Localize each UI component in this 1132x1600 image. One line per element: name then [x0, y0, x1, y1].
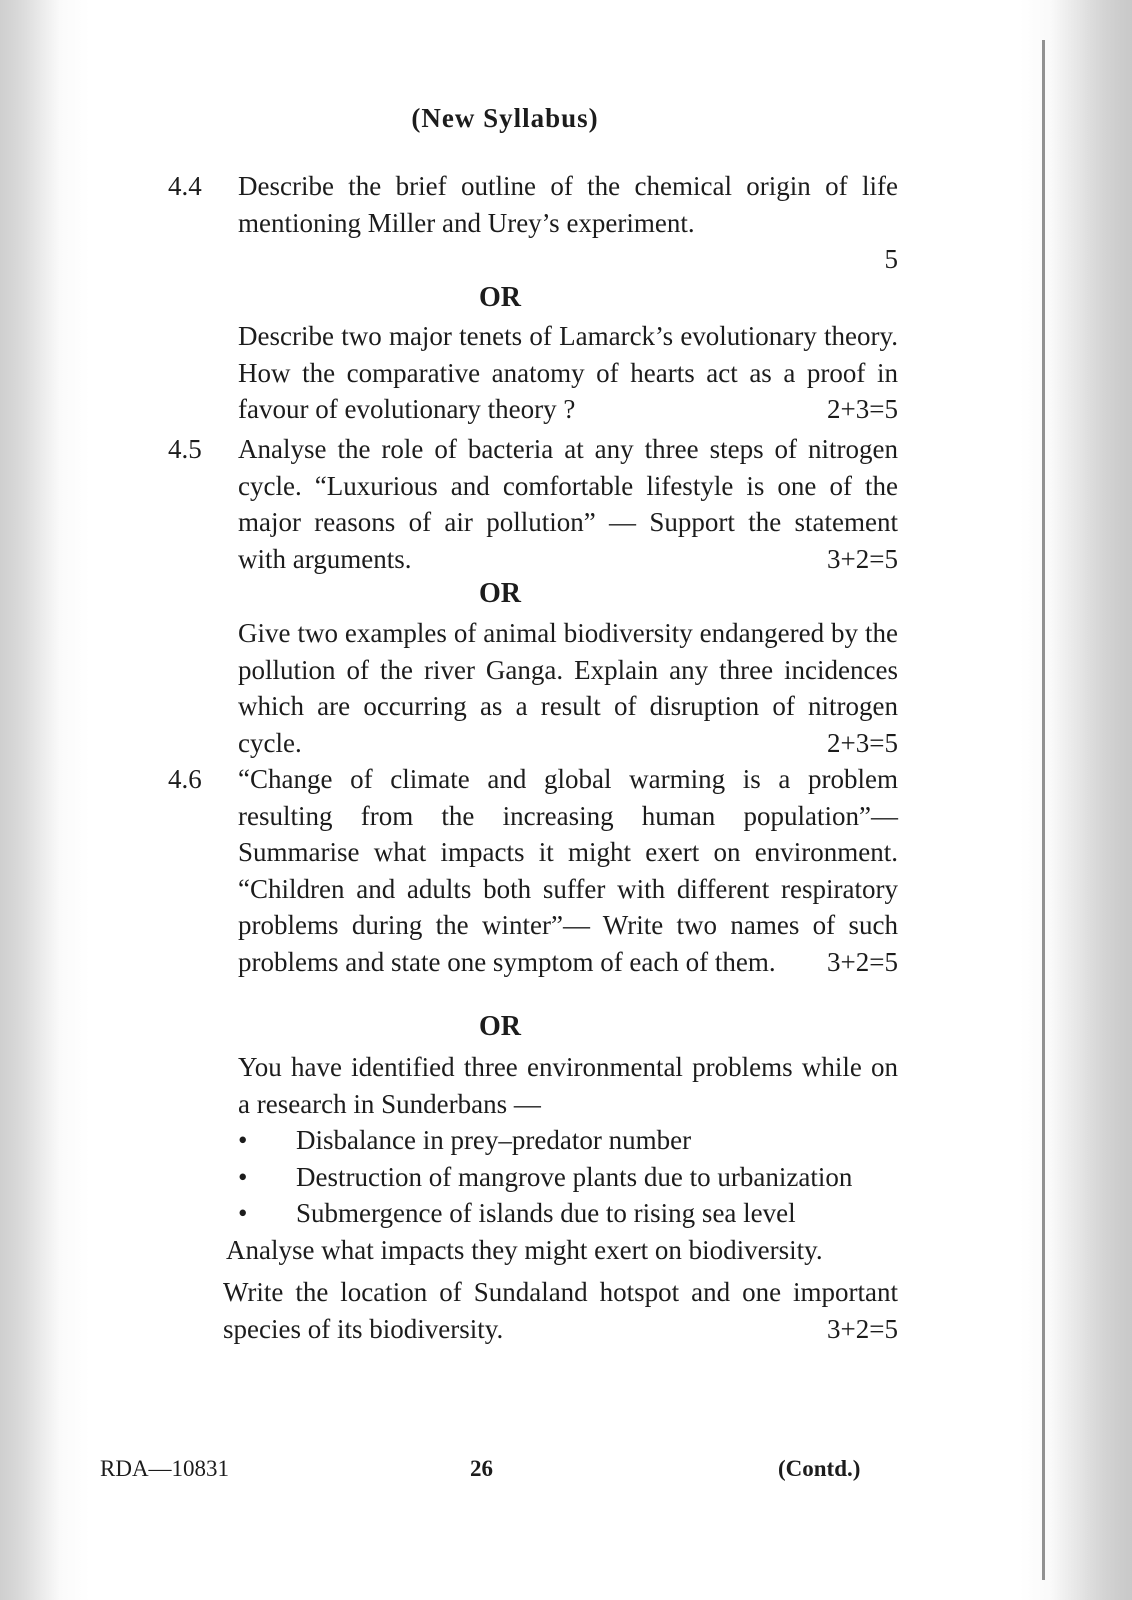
question-4-4-alternative [168, 318, 908, 428]
question-4-6-alternative [168, 1049, 908, 1347]
bullet-icon: • [238, 1125, 248, 1155]
question-text [238, 431, 898, 577]
paper-code: RDA—10831 [100, 1456, 230, 1481]
page-shadow-left [0, 0, 60, 1600]
question-4-6 [168, 761, 908, 980]
page-shadow-right [1052, 0, 1132, 1600]
list-item-text: Submergence of islands due to rising sea level [296, 1198, 796, 1228]
question-marks: 3+2=5 [827, 1313, 898, 1344]
syllabus-header: (New Syllabus) [411, 103, 599, 133]
question-body: “Change of climate and global warming is a problem resulting from the increasing human population”— Summarise what impacts it might exert on environment. “Children and adults both suffer with different respiratory problems during the winter”— Write two names of such problems and state one symptom of each of them. [238, 764, 898, 977]
page-fold-line [1042, 40, 1045, 1580]
question-marks: 2+3=5 [827, 727, 898, 758]
bullet-icon: • [238, 1161, 248, 1192]
continued-label: (Contd.) [778, 1456, 861, 1481]
question-number: 4.6 [168, 764, 202, 794]
question-intro: You have identified three environmental problems while on a research in Sunderbans — [238, 1052, 898, 1119]
question-4-5 [168, 431, 908, 577]
or-divider-4-6: OR [479, 1011, 521, 1042]
question-text [238, 318, 898, 428]
list-item [238, 1122, 908, 1159]
list-item-text: Disbalance in prey–predator number [296, 1125, 692, 1155]
analyse-instruction: Analyse what impacts they might exert on biodiversity. [226, 1234, 823, 1265]
question-4-5-alternative [168, 615, 908, 761]
list-item-text: Destruction of mangrove plants due to urbanization [296, 1161, 853, 1192]
question-number: 4.5 [168, 434, 202, 464]
question-body: Describe the brief outline of the chemical origin of life mentioning Miller and Urey’s experiment. [238, 171, 898, 238]
marks-row [238, 241, 898, 278]
list-item [238, 1195, 908, 1232]
write-instruction [223, 1274, 898, 1347]
or-divider-4-5: OR [479, 578, 521, 609]
question-body: Describe two major tenets of Lamarck’s evolutionary theory. How the comparative anatomy of hearts act as a proof in favour of evolutionary theory ? [238, 321, 898, 424]
question-marks: 5 [884, 244, 898, 274]
question-body: Give two examples of animal biodiversity endangered by the pollution of the river Ganga. Explain any three incidences which are occurring as a result of disruption of nitrogen cycle. [238, 618, 898, 758]
page-number: 26 [470, 1456, 493, 1481]
list-item [238, 1159, 908, 1196]
question-4-4 [168, 168, 908, 278]
question-marks: 3+2=5 [827, 543, 898, 574]
question-text [238, 761, 898, 980]
problem-list [238, 1122, 908, 1232]
question-text [238, 615, 898, 761]
bullet-icon: • [238, 1198, 248, 1228]
question-number: 4.4 [168, 171, 202, 201]
or-divider-4-4: OR [479, 282, 521, 313]
question-text [238, 168, 898, 241]
question-marks: 2+3=5 [827, 394, 898, 424]
question-marks: 3+2=5 [827, 946, 898, 977]
question-body: Write the location of Sundaland hotspot and one important species of its biodiversity. [223, 1277, 898, 1344]
question-body: Analyse the role of bacteria at any three steps of nitrogen cycle. “Luxurious and comfortable lifestyle is one of the major reasons of air pollution” — Support the statement with arguments. [238, 434, 898, 574]
